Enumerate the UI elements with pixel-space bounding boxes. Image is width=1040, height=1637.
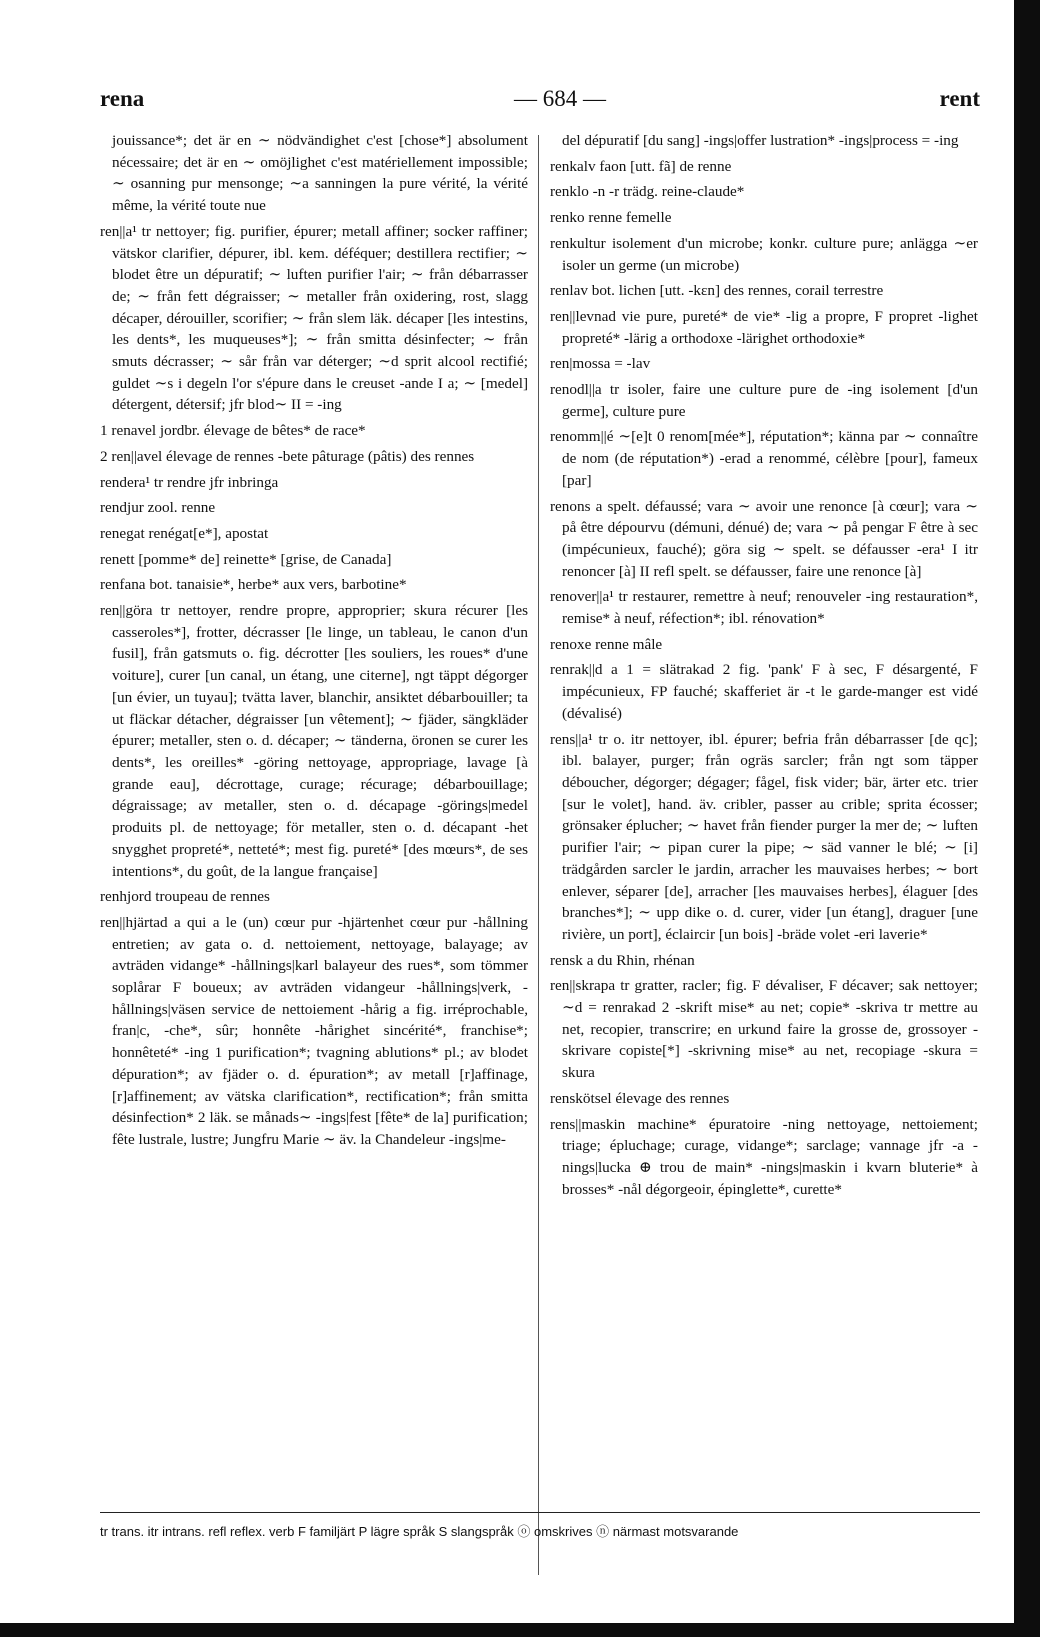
dictionary-entry: rensk a du Rhin, rhénan [550,951,695,969]
dictionary-entry: renett [pomme* de] reinette* [grise, de Canada] [100,550,392,568]
dictionary-entry: ren||göra tr nettoyer, rendre propre, approprier; skura récurer [les casseroles*], frotter, décrasser [le linge, un tableau, le canon d'un fusil], från gatsmuts o. fig. décrotter [les souliers, les roues* d'une voiture], curer [un canal, un étang, une citerne], ngt täppt dégorger [un évier, un tuyau]; tvätta laver, blanchir, ansiktet débarbouiller; ta ut fläckar détacher, dégraisser [un vêtement]; ∼ fjäder, sängkläder épurer; metaller, sten o. d. décaper; ∼ tänderna, öronen se curer les dents*, les oreilles* -göring nettoyage, appropriage, lavage [à grande eau], décrottage, curage; récurage; débarbouillage; dégraissage; av metaller, sten o. d. décapage -görings|medel produits pl. de nettoyage; för metaller, sten o. d. décapant -het snygghet propreté*, netteté*; mest fig. pureté* [des mœurs*, de ses intentions*, du goût, de la langue française] [100,602,528,880]
dictionary-entry: rens||maskin machine* épuratoire -ning nettoyage, nettoiement; triage; épluchage; curage, vidange*; sarclage; vannage jfr -a -nings|lucka ⊕ trou de main* -nings|maskin i kvarn bluterie* à brosses* -nål dégorgeoir, épinglette*, curette* [550,1115,978,1198]
page-number: — 684 — [514,86,606,111]
dictionary-entry: renklo -n -r trädg. reine-claude* [550,183,745,201]
guide-word-right: rent [939,86,980,111]
dictionary-entry: ren||hjärtad a qui a le (un) cœur pur -hjärtenhet cœur pur -hållning entretien; av gata o. d. nettoiement, nettoyage, balayage; av avträden vidange* -hållnings|karl balayeur des rues*, som tömmer soplårar F boueux; av avträden vidangeur -hållnings|verk, -hållnings|väsen service de nettoiement -hårig a fig. irréprochable, fran|c, -che*, sûr; honnête -hårighet sincérité*, franchise*; honnêteté* -ing 1 purification*; tvagning ablutions* pl.; av blodet dépuration*; av fjäder o. d. épuration*; av metall [r]affinage, [r]affinement; av vätska clarification*, rectification*; från smitta désinfection* 2 läk. se månads∼ -ings|fest [fête* de la] purification; fête lustrale, lustre; Jungfru Marie ∼ äv. la Chandeleur -ings|me- [100,913,528,1148]
dictionary-entry: renkultur isolement d'un microbe; konkr. culture pure; anlägga ∼er isoler un germe (un microbe) [550,234,978,274]
dictionary-entry: ren||a¹ tr nettoyer; fig. purifier, épurer; metall affiner; socker raffiner; vätskor clarifier, dépurer, ibl. kem. déféquer; destillera rectifier; ∼ blodet être un dépuratif; ∼ luften purifier l'air; ∼ från débarrasser de; ∼ från fett dégraisser; ∼ metaller från oxidering, rost, slagg décaper, dérouiller, scorifier; ∼ från slem läk. décaper [les intestins, les dents*, les muqueuses*]; ∼ från smitta désinfecter; ∼ från smuts décrasser; ∼ sår från var déterger; ∼d sprit alcool rectifié; guldet ∼s i degeln l'or s'épure dans le creuset -ande I a; ∼ [medel] détergent, détersif; jfr blod∼ II = -ing [100,222,528,414]
dictionary-entry: renlav bot. lichen [utt. -kɛn] des rennes, corail terrestre [550,282,884,300]
dictionary-entry: renegat renégat[e*], apostat [100,524,269,542]
dictionary-entry: renko renne femelle [550,209,672,227]
page-edge-right [1014,0,1040,1637]
dictionary-entry: 2 ren||avel élevage de rennes -bete pâturage (pâtis) des rennes [100,447,475,465]
dictionary-entry: ren||skrapa tr gratter, racler; fig. F dévaliser, F décaver; sak nettoyer; ∼d = renrakad 2 -skrift mise* au net; copie* -skriva tr mettre au net, recopier, transcrire; en urkund faire la grosse de, grossoyer -skrivare copiste[*] -skrivning mise* au net, recopiage -skura = skura [550,977,978,1082]
dictionary-entry: jouissance*; det är en ∼ nödvändighet c'est [chose*] absolument nécessaire; det är en ∼ omöjlighet c'est matériellement impossible; ∼ osanning pur mensonge; ∼a sanningen la pure vérité, la vérité même, la vérité toute nue [112,132,528,215]
dictionary-entry: renrak||d a 1 = slätrakad 2 fig. 'pank' F à sec, F désargenté, F impécunieux, FP fauché; skafferiet är -t le garde-manger est vidé (dévalisé) [550,661,978,722]
left-column [100,130,528,1580]
dictionary-entry: 1 renavel jordbr. élevage de bêtes* de race* [100,422,366,440]
right-column [550,130,978,1580]
dictionary-entry: renodl||a tr isoler, faire une culture pure de -ing isolement [d'un germe], culture pure [550,381,978,420]
dictionary-entry: renfana bot. tanaisie*, herbe* aux vers, barbotine* [100,576,407,594]
dictionary-entry: renkalv faon [utt. fã] de renne [550,157,732,175]
running-head [100,86,980,116]
dictionary-entry: renover||a¹ tr restaurer, remettre à neuf; renouveler -ing restauration*, remise* à neuf, réfection*; ibl. rénovation* [550,588,978,628]
guide-word-left: rena [100,86,145,111]
dictionary-entry: ren|mossa = -lav [550,355,651,373]
dictionary-entry: renons a spelt. défaussé; vara ∼ avoir une renonce [à cœur]; vara ∼ på être dépourvu (démuni, dénué) de; vara ∼ på pengar F être à sec (impécunieux, fauché); göra sig ∼ spelt. se défausser -era¹ I itr renoncer [à] II refl spelt. se défausser, faire une renonce [à] [550,497,978,580]
dictionary-entry: renoxe renne mâle [550,635,663,653]
dictionary-entry: del dépuratif [du sang] -ings|offer lustration* -ings|process = -ing [562,132,959,149]
dictionary-entry: rendera¹ tr rendre jfr inbringa [100,473,279,491]
dictionary-entry: rens||a¹ tr o. itr nettoyer, ibl. épurer; befria från débarrasser [de qc]; ibl. balayer, purger; från ogräs sarcler; från ngt som täpper déboucher, dégorger; dégager; fågel, fisk vider; bär, ärter etc. trier [sur le volet], hand. äv. cribler, passer au crible; sprita écosser; grönsaker éplucher; ∼ havet från fiender purger la mer de; ∼ luften purifier l'air; ∼ pipan curer la pipe; ∼ säd vanner le blé; ∼ [i] trädgården sarcler le jardin, arracher les mauvaises herbes; ∼ bort enlever, séparer [de], arracher [les mauvaises herbes], élaguer [des branches*]; ∼ upp dike o. d. curer, vider [un étang], draguer [une rivière, un port], éclaircir [un bois] -bräde volet -eri laverie* [550,730,978,943]
dictionary-entry: renhjord troupeau de rennes [100,888,270,906]
page-edge-bottom [0,1623,1040,1637]
dictionary-entry: rendjur zool. renne [100,499,216,517]
abbreviation-legend: tr trans. itr intrans. refl reflex. verb F familjärt P lägre språk S slangspråk ⓞ omskrives ⓝ närmast motsvarande [100,1512,980,1540]
dictionary-entry: renskötsel élevage des rennes [550,1089,730,1107]
column-divider [538,135,539,1575]
dictionary-entry: renomm||é ∼[e]t 0 renom[mée*], réputation*; känna par ∼ connaître de nom (de réputation*) -erad a renommé, célèbre [pour], fameux [par] [550,428,978,489]
dictionary-entry: ren||levnad vie pure, pureté* de vie* -lig a propre, F propret -lighet propreté* -lärig a orthodoxe -lärighet orthodoxie* [550,307,978,347]
